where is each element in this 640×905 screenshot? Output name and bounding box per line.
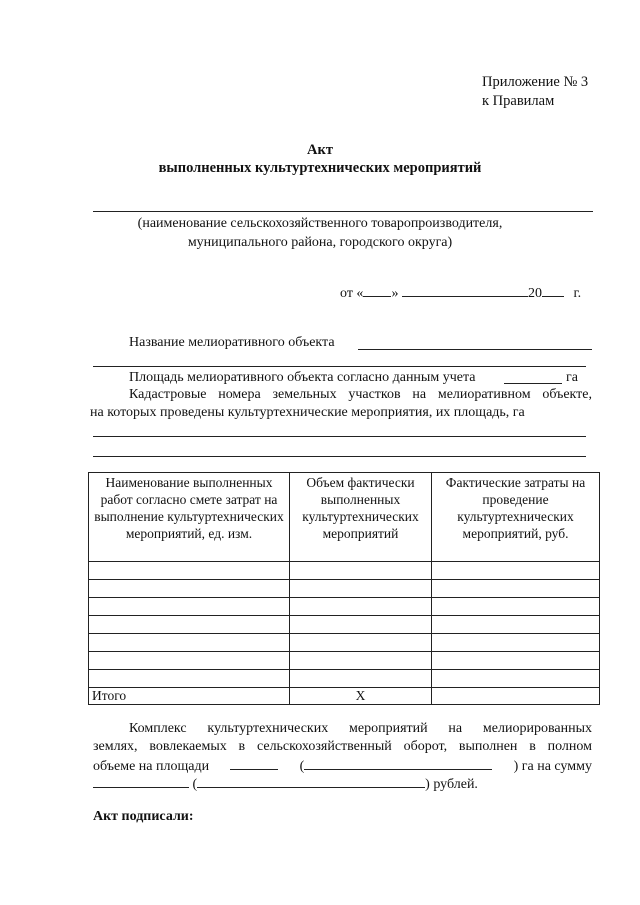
appendix-line-1: Приложение № 3 [482,74,589,90]
day-field[interactable] [363,284,391,297]
table-row [89,652,600,670]
table-row [89,670,600,688]
table-row [89,562,600,580]
cell-costs[interactable] [432,670,600,688]
date-close-quote: » [391,286,399,301]
document-title: Акт [307,142,333,158]
producer-note-line-2: муниципального района, городского округа) [187,235,453,250]
cell-costs[interactable] [432,652,600,670]
area-total-field[interactable] [230,757,278,770]
works-table [88,472,600,705]
signatures-label: Акт подписали: [93,809,194,824]
rubles-label: ) рублей. [425,777,478,792]
object-name-field[interactable] [358,349,592,350]
cadastral-label-line-2: на которых проведены культуртехнические мероприятия, их площадь, га [90,405,525,420]
cadastral-field-1[interactable] [93,436,586,437]
open-paren: ( [299,759,305,774]
date-line [340,284,581,302]
table-row [89,634,600,652]
conclusion-line-2: землях, вовлекаемых в сельскохозяйственный оборот, выполнен в полном [93,739,592,754]
area-field[interactable] [504,383,562,384]
header-volume: Объем фактически выполненных культуртехнических мероприятий [290,473,432,562]
cell-work-name[interactable] [89,598,290,616]
cell-costs[interactable] [432,616,600,634]
total-label: Итого [89,688,290,705]
total-row [89,688,600,705]
table-row [89,580,600,598]
year-prefix: 20 [527,286,542,301]
cell-work-name[interactable] [89,616,290,634]
conclusion-line-3 [93,757,592,775]
cell-volume[interactable] [290,616,432,634]
conclusion-line-4 [93,775,478,793]
cadastral-label-line-1: Кадастровые номера земельных участков на мелиоративном объекте, [129,387,592,402]
cell-costs[interactable] [432,562,600,580]
area-label: Площадь мелиоративного объекта согласно данным учета [129,370,476,385]
area-unit: га [566,370,578,385]
header-work-name: Наименование выполненных работ согласно смете затрат на выполнение культуртехнических мероприятий, ед. изм. [89,473,290,562]
conclusion-line-1: Комплекс культуртехнических мероприятий на мелиорированных [129,721,592,736]
table-row [89,616,600,634]
producer-name-line [93,211,593,212]
cell-work-name[interactable] [89,580,290,598]
object-name-field-cont[interactable] [93,366,586,367]
area-words-group [300,757,493,775]
year-suffix: г. [573,286,582,301]
cell-volume[interactable] [290,670,432,688]
table-row [89,598,600,616]
sum-words-field[interactable] [197,775,425,788]
cell-work-name[interactable] [89,652,290,670]
cell-work-name[interactable] [89,634,290,652]
cell-volume[interactable] [290,652,432,670]
table-header-row [89,473,600,562]
cell-volume[interactable] [290,598,432,616]
cadastral-field-2[interactable] [93,456,586,457]
total-volume: X [290,688,432,705]
month-field[interactable] [402,284,528,297]
cell-costs[interactable] [432,634,600,652]
area-sum-label: ) га на сумму [513,759,592,774]
cell-volume[interactable] [290,634,432,652]
header-costs: Фактические затраты на проведение культуртехнических мероприятий, руб. [432,473,600,562]
total-costs[interactable] [432,688,600,705]
cell-costs[interactable] [432,580,600,598]
cell-work-name[interactable] [89,562,290,580]
year-field[interactable] [542,284,564,297]
area-words-field[interactable] [304,757,492,770]
cell-volume[interactable] [290,580,432,598]
appendix-line-2: к Правилам [482,93,555,109]
appendix-header [482,73,588,111]
cell-work-name[interactable] [89,670,290,688]
cell-costs[interactable] [432,598,600,616]
area-total-label: объеме на площади [93,759,210,774]
date-from-label: от « [340,286,364,301]
document-subtitle: выполненных культуртехнических мероприятий [158,160,482,176]
producer-note-line-1: (наименование сельскохозяйственного товаропроизводителя, [137,216,503,231]
sum-field[interactable] [93,775,189,788]
cell-volume[interactable] [290,562,432,580]
object-name-label: Название мелиоративного объекта [129,335,335,350]
open-paren-sum: ( [192,777,198,792]
